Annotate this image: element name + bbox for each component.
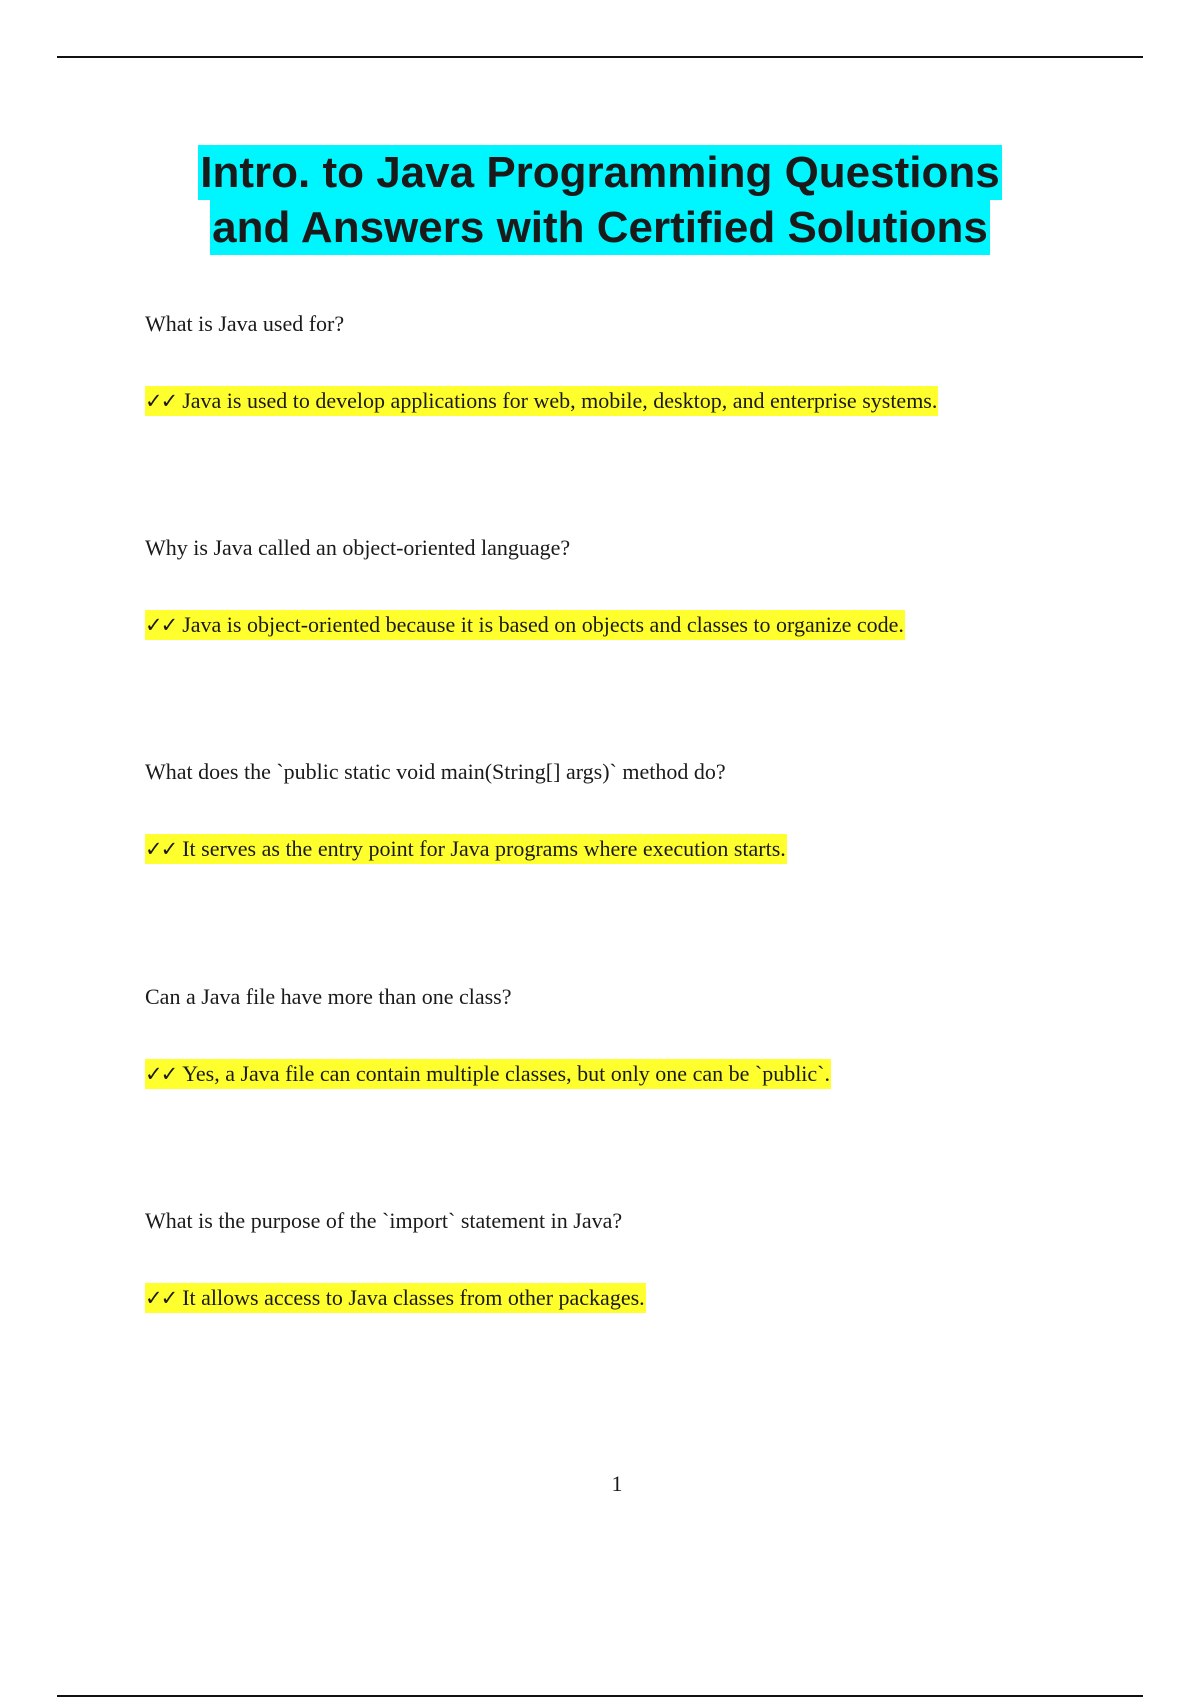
answer-highlight <box>145 610 905 640</box>
double-check-icon: ✓✓ <box>145 1286 177 1310</box>
answer-highlight <box>145 834 787 864</box>
double-check-icon: ✓✓ <box>145 613 177 637</box>
answer-text: Yes, a Java file can contain multiple classes, but only one can be `public`. <box>182 1061 831 1086</box>
question-text: What is Java used for? <box>145 311 345 336</box>
question-text: Can a Java file have more than one class? <box>145 984 512 1009</box>
qa-item-4 <box>145 983 1145 1088</box>
double-check-icon: ✓✓ <box>145 1062 177 1086</box>
answer <box>145 387 1145 415</box>
answer-highlight <box>145 386 938 416</box>
qa-item-5 <box>145 1207 1145 1312</box>
answer-highlight <box>145 1059 831 1089</box>
document-title <box>0 145 1200 255</box>
question-text: What is the purpose of the `import` statement in Java? <box>145 1208 623 1233</box>
qa-item-3 <box>145 758 1145 863</box>
double-check-icon: ✓✓ <box>145 837 177 861</box>
footer-rule <box>57 1695 1143 1697</box>
page-number: 1 <box>611 1471 623 1496</box>
qa-item-2 <box>145 534 1145 639</box>
answer <box>145 611 1145 639</box>
answer <box>145 835 1145 863</box>
title-line-2: and Answers with Certified Solutions <box>210 200 990 255</box>
answer-text: It allows access to Java classes from other packages. <box>182 1285 645 1310</box>
answer-highlight <box>145 1283 646 1313</box>
answer <box>145 1284 1145 1312</box>
answer <box>145 1060 1145 1088</box>
answer-text: Java is object-oriented because it is based on objects and classes to organize code. <box>182 612 904 637</box>
double-check-icon: ✓✓ <box>145 389 177 413</box>
question-text: Why is Java called an object-oriented language? <box>145 535 571 560</box>
answer-text: Java is used to develop applications for web, mobile, desktop, and enterprise systems. <box>182 388 938 413</box>
answer-text: It serves as the entry point for Java programs where execution starts. <box>182 836 786 861</box>
qa-item-1 <box>145 310 1145 415</box>
header-rule <box>57 56 1143 58</box>
question-text: What does the `public static void main(String[] args)` method do? <box>145 759 726 784</box>
title-line-1: Intro. to Java Programming Questions <box>198 145 1001 200</box>
